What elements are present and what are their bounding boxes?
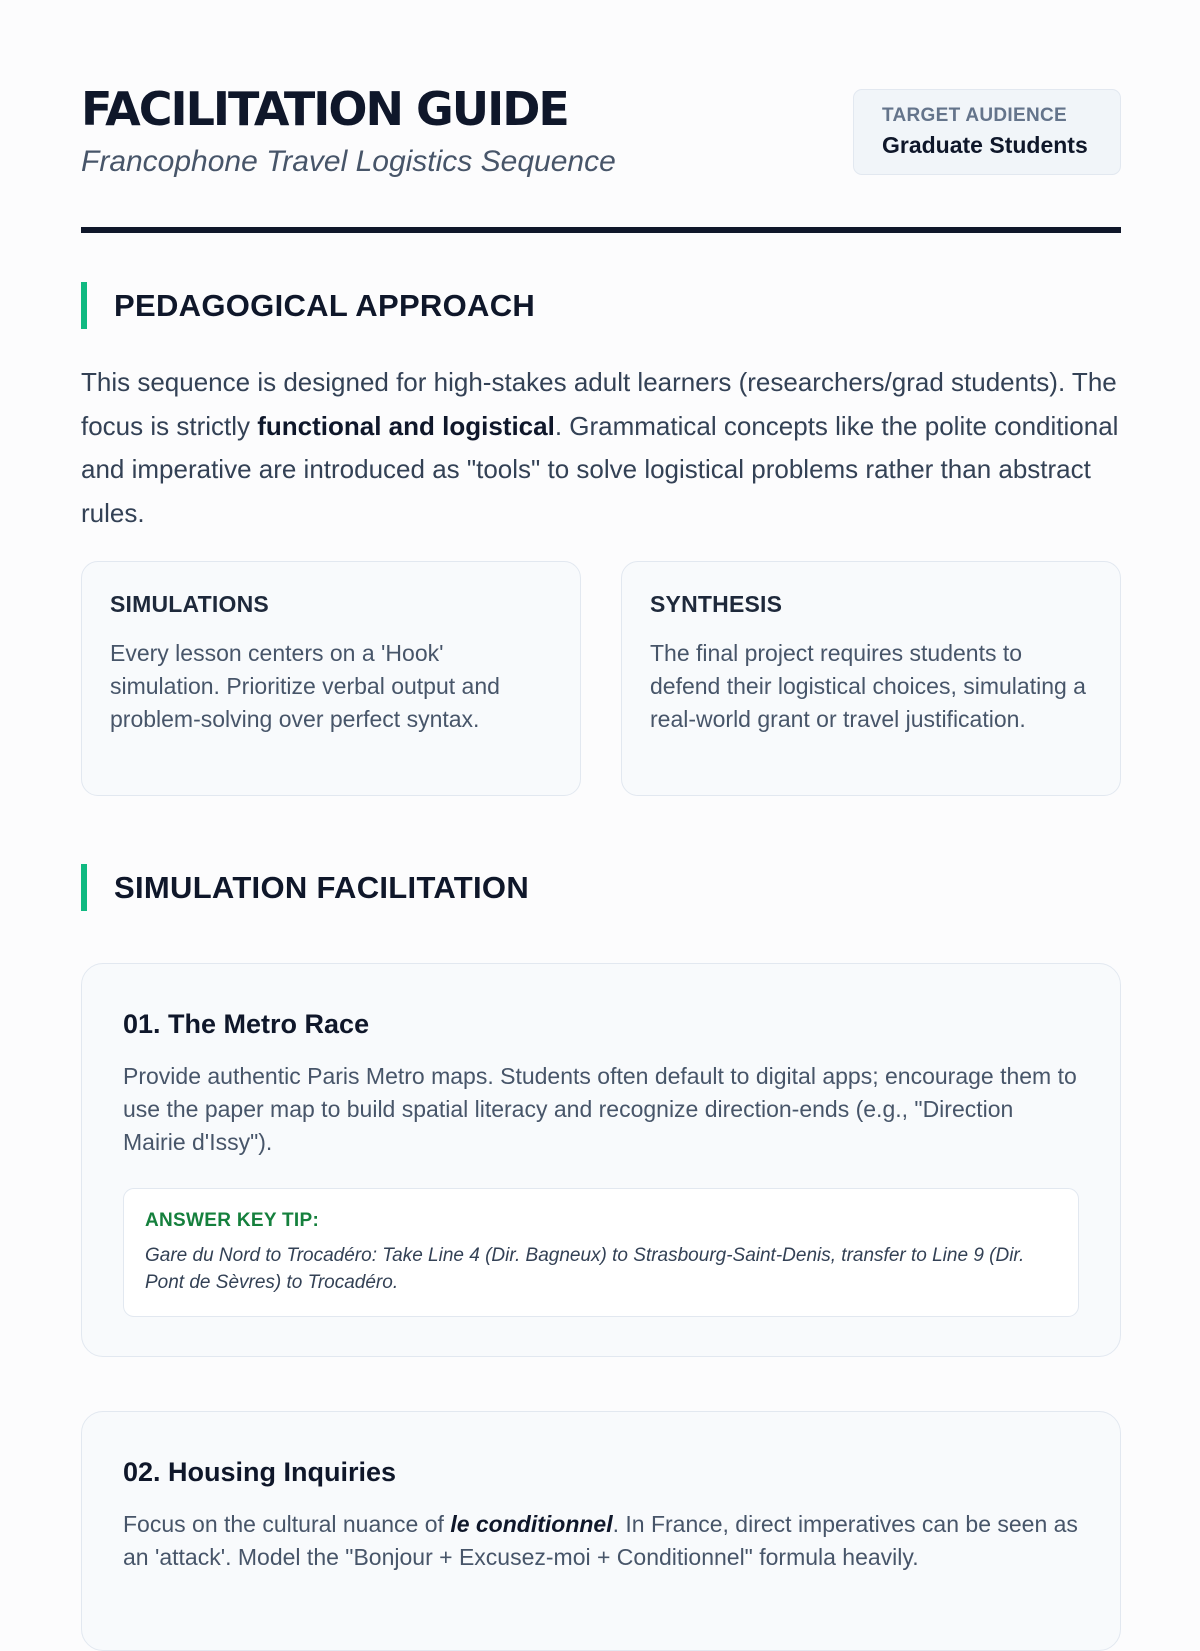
target-audience-label: TARGET AUDIENCE: [882, 105, 1067, 126]
section-accent-bar: [81, 282, 87, 329]
intro-emphasis: functional and logistical: [257, 410, 555, 441]
simulations-card: [81, 561, 581, 796]
answer-key-tip-label: ANSWER KEY TIP:: [145, 1210, 320, 1231]
document-title: FACILITATION GUIDE: [81, 82, 568, 136]
simulations-card-text: Every lesson centers on a 'Hook' simulation. Prioritize verbal output and problem-solving over perfect syntax.: [110, 640, 500, 732]
simulation-description: Provide authentic Paris Metro maps. Students often default to digital apps; encourage them to use the paper map to build spatial literacy and recognize direction-ends (e.g., "Direction Mairie d'Issy").: [123, 1063, 1077, 1155]
synthesis-card-text: The final project requires students to defend their logistical choices, simulating a real-world grant or travel justification.: [650, 640, 1086, 732]
target-audience-badge: [853, 89, 1121, 175]
section-title: SIMULATION FACILITATION: [114, 870, 530, 905]
simulation-card-metro-race: [81, 963, 1121, 1357]
section-title: PEDAGOGICAL APPROACH: [114, 288, 536, 323]
simulation-title: 02. Housing Inquiries: [123, 1457, 397, 1487]
simulation-card-housing-inquiries: [81, 1411, 1121, 1651]
header-divider: [81, 227, 1121, 233]
intro-text-start: This sequence is designed for high-stakes adult learners (researchers/grad students). The focus is strictly: [81, 367, 1117, 441]
section-accent-bar: [81, 864, 87, 911]
synthesis-card: [621, 561, 1121, 796]
synthesis-card-title: SYNTHESIS: [650, 591, 783, 617]
document-subtitle: Francophone Travel Logistics Sequence: [81, 145, 616, 178]
pedagogical-approach-heading: [81, 282, 1121, 330]
answer-key-tip-box: [123, 1188, 1079, 1317]
intro-text-end: . Grammatical concepts like the polite conditional and imperative are introduced as "tools" to solve logistical problems rather than abstract rules.: [81, 410, 1119, 528]
simulation-title: 01. The Metro Race: [123, 1009, 370, 1039]
description-text-start: Focus on the cultural nuance of: [123, 1511, 451, 1537]
document-header: [81, 78, 1121, 188]
pedagogy-intro-paragraph: [81, 361, 1121, 535]
answer-key-tip-text: Gare du Nord to Trocadéro: Take Line 4 (Dir. Bagneux) to Strasbourg-Saint-Denis, transfer to Line 9 (Dir. Pont de Sèvres) to Trocadéro.: [145, 1245, 1025, 1293]
description-text-end: . In France, direct imperatives can be seen as an 'attack'. Model the "Bonjour + Excusez-moi + Conditionnel" formula heavily.: [123, 1511, 1078, 1570]
target-audience-value: Graduate Students: [882, 132, 1088, 158]
simulation-facilitation-heading: [81, 864, 1121, 912]
simulations-card-title: SIMULATIONS: [110, 591, 269, 617]
description-emphasis: le conditionnel: [450, 1511, 613, 1537]
simulation-description: [123, 1508, 1080, 1574]
